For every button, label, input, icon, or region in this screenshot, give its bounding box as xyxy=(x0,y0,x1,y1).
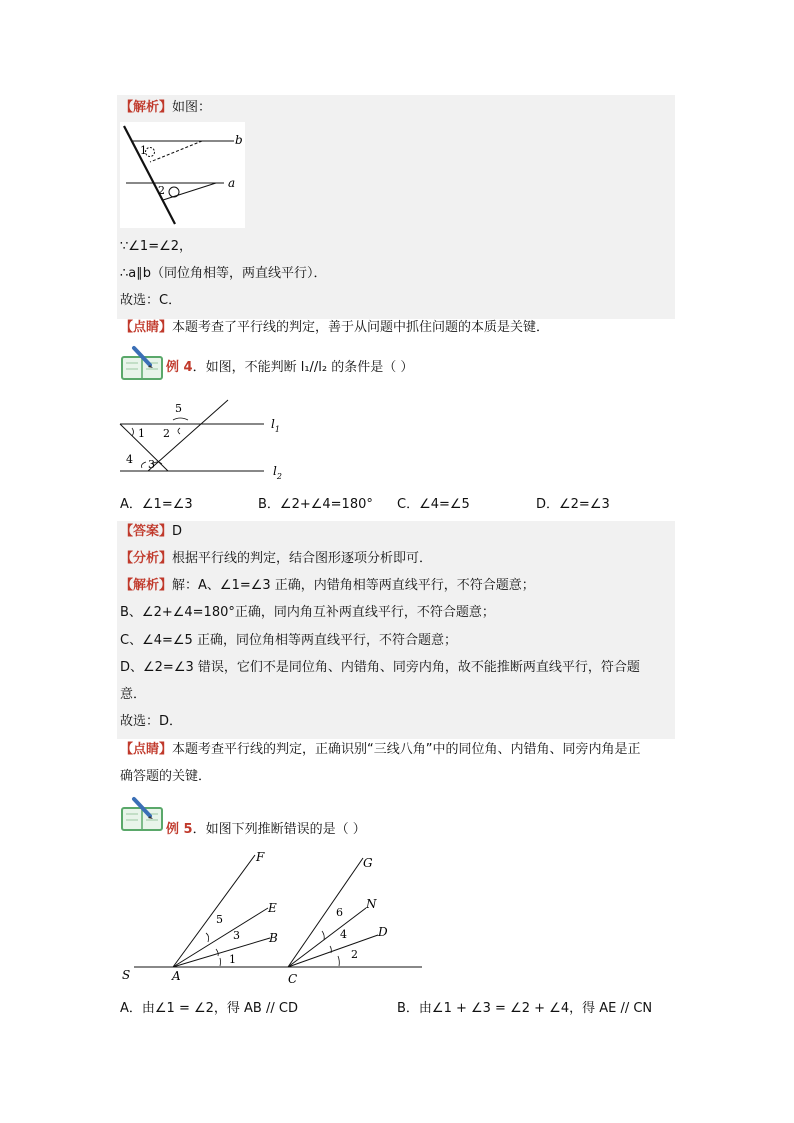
example-5-option-a: A．由∠1 = ∠2，得 AB // CD xyxy=(120,1001,298,1016)
fig2-l1-label: $l_1$ xyxy=(271,417,280,434)
fig2-angle-1: 1 xyxy=(138,427,145,440)
fenxi-tag: 【分析】 xyxy=(120,551,173,566)
dianjing-text: 本题考查了平行线的判定，善于从问题中抓住问题的本质是关键． xyxy=(172,320,550,335)
jiexi2-line-4: D、∠2=∠3 错误，它们不是同位角、内错角、同旁内角，故不能推断两直线平行，符合题 xyxy=(120,660,640,675)
example-5-label: 例 5 xyxy=(166,822,193,837)
dianjing-line-1 xyxy=(120,318,549,338)
jiexi2-line-5: 意． xyxy=(120,687,147,702)
jiexi2-line-3: C、∠4=∠5 正确，同位角相等两直线平行，不符合题意； xyxy=(120,633,457,648)
example-4-option-b: B．∠2+∠4=180° xyxy=(258,497,373,512)
answer-line xyxy=(120,522,182,542)
proof-line-3: 故选：C． xyxy=(120,293,182,308)
fig2-angle-3: 3 xyxy=(148,458,155,471)
fig3-angle-1: 1 xyxy=(229,953,236,966)
answer-tag: 【答案】 xyxy=(120,524,173,539)
proof-line-2: ∴a∥b（同位角相等，两直线平行）． xyxy=(120,266,327,281)
angle-2-label: 2 xyxy=(158,184,165,197)
dianjing2-line-2: 确答题的关键． xyxy=(120,769,212,784)
example-4-option-d: D．∠2=∠3 xyxy=(536,497,610,512)
example-4-option-a: A．∠1=∠3 xyxy=(120,497,193,512)
jiexi-line xyxy=(120,98,211,118)
example-5-question xyxy=(166,820,366,840)
example-4-label: 例 4 xyxy=(166,360,193,375)
parallel-lines-figure-2 xyxy=(118,398,288,484)
fig3-angle-4: 4 xyxy=(340,928,347,941)
example-4-question xyxy=(166,358,413,378)
point-D: D xyxy=(378,925,388,939)
parallel-lines-figure-1 xyxy=(120,122,245,228)
fig2-angle-4: 4 xyxy=(126,453,133,466)
dianjing2-tag: 【点睛】 xyxy=(120,742,173,757)
rays-figure-3 xyxy=(118,850,428,985)
point-E: E xyxy=(268,901,277,915)
angle-1-label: 1 xyxy=(140,144,147,157)
jiexi2-line-1 xyxy=(120,576,535,596)
jiexi2-tag: 【解析】 xyxy=(120,578,173,593)
point-N: N xyxy=(366,897,377,911)
point-A: A xyxy=(172,969,181,983)
fig3-angle-6: 6 xyxy=(336,906,343,919)
fenxi-line xyxy=(120,549,432,569)
fenxi-text: 根据平行线的判定，结合图形逐项分析即可． xyxy=(172,551,433,566)
example-5-option-b: B．由∠1 + ∠3 = ∠2 + ∠4，得 AE // CN xyxy=(397,1001,653,1016)
dianjing-tag: 【点睛】 xyxy=(120,320,173,335)
example-4-option-c: C．∠4=∠5 xyxy=(397,497,470,512)
jiexi2-text-1: 解：A、∠1=∠3 正确，内错角相等两直线平行，不符合题意； xyxy=(172,578,535,593)
label-b: b xyxy=(235,133,243,147)
jiexi2-line-2: B、∠2+∠4=180°正确，同内角互补两直线平行，不符合题意； xyxy=(120,605,495,620)
jiexi-text: 如图： xyxy=(172,100,212,115)
point-G: G xyxy=(363,856,373,870)
answer-value: D xyxy=(172,524,183,539)
jiexi-tag: 【解析】 xyxy=(120,100,173,115)
point-S: S xyxy=(122,968,131,982)
fig3-angle-5: 5 xyxy=(216,913,223,926)
fig2-angle-5: 5 xyxy=(175,402,182,415)
jiexi2-line-6: 故选：D． xyxy=(120,714,183,729)
example-4-question-text: ．如图，不能判断 l₁//l₂ 的条件是（ ） xyxy=(192,360,414,375)
book-pencil-icon-2 xyxy=(120,796,166,832)
fig3-angle-3: 3 xyxy=(233,929,240,942)
fig3-angle-2: 2 xyxy=(351,948,358,961)
point-B: B xyxy=(269,931,278,945)
dianjing2-line-1 xyxy=(120,740,641,760)
example-5-question-text: ．如图下列推断错误的是（ ） xyxy=(192,822,366,837)
fig2-angle-2: 2 xyxy=(163,427,170,440)
fig2-l2-label: $l_2$ xyxy=(273,464,282,481)
point-F: F xyxy=(256,850,265,864)
point-C: C xyxy=(288,972,298,985)
book-pencil-icon xyxy=(120,345,166,381)
proof-line-1: ∵∠1=∠2， xyxy=(120,239,193,254)
dianjing2-text-1: 本题考查平行线的判定，正确识别“三线八角”中的同位角、内错角、同旁内角是正 xyxy=(172,742,641,757)
label-a: a xyxy=(228,176,236,190)
